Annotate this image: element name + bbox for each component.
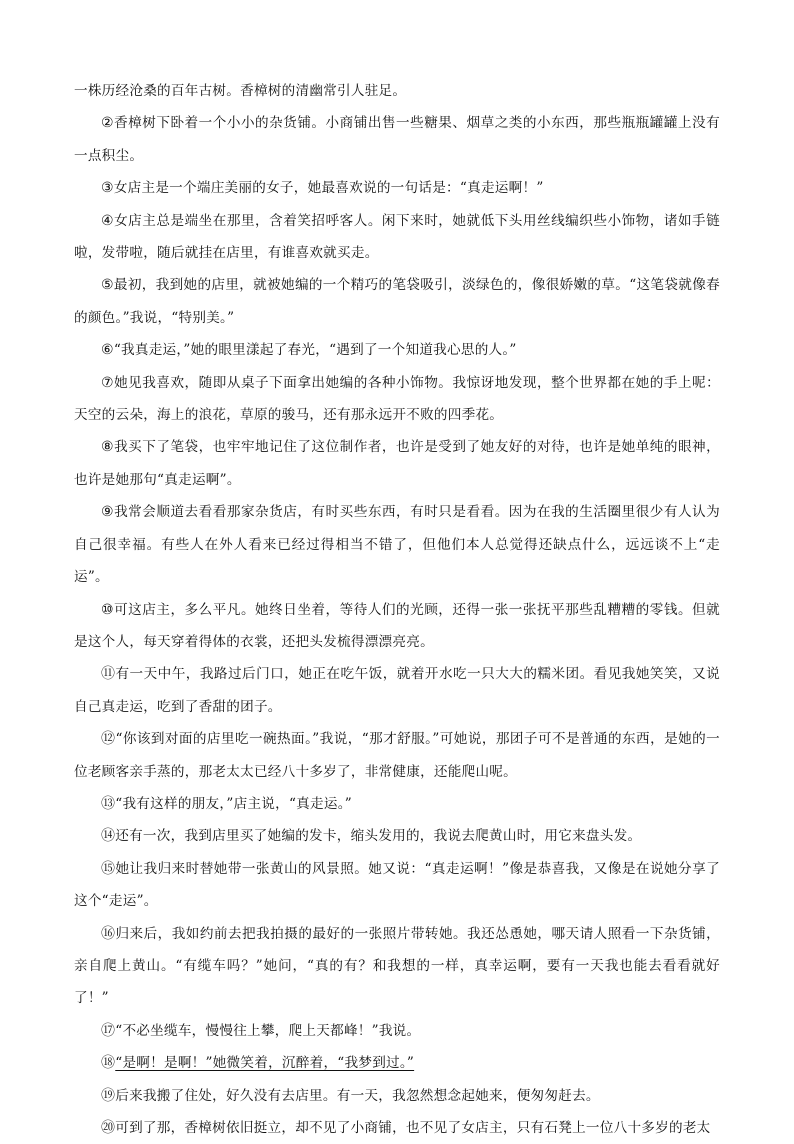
paragraph-number: ⑱	[101, 1055, 116, 1072]
paragraph-text: “不必坐缆车，慢慢往上攀，爬上天都峰！”我说。	[115, 1022, 421, 1039]
paragraph-number: ⑳	[101, 1120, 116, 1136]
paragraph-16	[74, 918, 720, 1015]
paragraph-number: ⑪	[101, 666, 116, 683]
paragraph-text: 她见我喜欢，随即从桌子下面拿出她编的各种小饰物。我惊讶地发现，整个世界都在她的手上呢：天空的云朵，海上的浪花，草原的骏马，还有那永远开不败的四季花。	[74, 374, 720, 424]
paragraph-text: 后来我搬了住处，好久没有去店里。有一天，我忽然想念起她来，便匆匆赶去。	[115, 1087, 600, 1104]
paragraph-text: 女店主是一个端庄美丽的女子，她最喜欢说的一句话是：“真走运啊！”	[113, 180, 544, 197]
paragraph-19	[74, 1080, 720, 1112]
paragraph-text: 最初，我到她的店里，就被她编的一个精巧的笔袋吸引，淡绿色的，像很娇嫩的草。“这笔袋就像春的颜色。”我说，“特别美。”	[74, 277, 720, 326]
paragraph-text: 我常会顺道去看看那家杂货店，有时买些东西，有时只是看看。因为在我的生活圈里很少有人认为自己很幸福。有些人在外人看来已经过得相当不错了，但他们本人总觉得还缺点什么，远远谈不上“走运”。	[74, 504, 720, 586]
paragraph-3	[74, 172, 720, 204]
paragraph-text: 她让我归来时替她带一张黄山的风景照。她又说：“真走运啊！”像是恭喜我，又像是在说她分享了这个“走运”。	[74, 860, 720, 910]
paragraph-number: ⑤	[101, 277, 114, 294]
paragraph-number: ⑫	[101, 731, 116, 748]
paragraph-2	[74, 107, 720, 172]
paragraph-text: 还有一次，我到店里买了她编的发卡，缩头发用的，我说去爬黄山时，用它来盘头发。	[115, 828, 642, 845]
paragraph-number: ⑧	[101, 439, 115, 456]
paragraph-text: 可这店主，多么平凡。她终日坐着，等待人们的光顾，还得一张一张抚平那些乱糟糟的零钱。但就是这个人，每天穿着得体的衣裳，还把头发梳得漂漂亮亮。	[74, 601, 720, 650]
paragraph-text: “你该到对面的店里吃一碗热面。”我说，“那才舒服。”可她说，那团子可不是普通的东西，是她的一位老顾客亲手蒸的，那老太太已经八十多岁了，非常健康，还能爬山呢。	[74, 731, 721, 780]
paragraph-text: 有一天中午，我路过后门口，她正在吃午饭，就着开水吃一只大大的糯米团。看见我她笑笑，又说自己真走运，吃到了香甜的团子。	[74, 666, 721, 715]
paragraph-20	[74, 1112, 720, 1144]
paragraph-10	[74, 594, 720, 659]
paragraph-number: ⑭	[101, 828, 116, 845]
paragraph-14	[74, 820, 720, 852]
article-body	[74, 75, 720, 1144]
paragraph-number: ⑯	[101, 925, 116, 942]
paragraph-4	[74, 205, 720, 270]
paragraph-number: ④	[101, 212, 115, 229]
paragraph-17	[74, 1015, 720, 1047]
paragraph-number: ②	[101, 115, 115, 132]
paragraph-15	[74, 853, 720, 918]
paragraph-number: ⑩	[101, 601, 115, 618]
paragraph-number: ⑬	[101, 795, 116, 812]
paragraph-8	[74, 431, 720, 496]
paragraph-1	[74, 75, 720, 107]
paragraph-text: “我有这样的朋友，”店主说，“真走运。”	[115, 795, 352, 812]
paragraph-text: 香樟树下卧着一个小小的杂货铺。小商铺出售一些糖果、烟草之类的小东西，那些瓶瓶罐罐上没有一点积尘。	[74, 115, 720, 164]
paragraph-11	[74, 658, 720, 723]
paragraph-text: 一株历经沧桑的百年古树。香樟树的清幽常引人驻足。	[74, 83, 407, 99]
paragraph-number: ⑮	[101, 860, 116, 877]
paragraph-text: “是啊！是啊！”她微笑着，沉醉着，“我梦到过。”	[115, 1055, 415, 1072]
paragraph-number: ⑥	[101, 342, 114, 359]
paragraph-13	[74, 788, 720, 820]
paragraph-text: 我买下了笔袋，也牢牢地记住了这位制作者，也许是受到了她友好的对待，也许是她单纯的眼神，也许是她那句“真走运啊”。	[74, 439, 720, 488]
paragraph-12	[74, 723, 720, 788]
paragraph-18-underlined	[74, 1047, 720, 1079]
paragraph-number: ③	[101, 180, 114, 197]
paragraph-5	[74, 269, 720, 334]
paragraph-text: “我真走运，”她的眼里漾起了春光，“遇到了一个知道我心思的人。”	[113, 342, 517, 359]
paragraph-number: ⑨	[101, 504, 115, 521]
paragraph-number: ⑰	[101, 1022, 116, 1039]
paragraph-6	[74, 334, 720, 366]
paragraph-number: ⑲	[101, 1087, 116, 1104]
paragraph-text: 可到了那，香樟树依旧挺立，却不见了小商铺，也不见了女店主，只有石凳上一位八十多岁的老太	[115, 1120, 711, 1136]
paragraph-text: 女店主总是端坐在那里，含着笑招呼客人。闲下来时，她就低下头用丝线编织些小饰物，诸如手链啦，发带啦，随后就挂在店里，有谁喜欢就买走。	[74, 212, 720, 262]
paragraph-number: ⑦	[101, 374, 115, 391]
paragraph-9	[74, 496, 720, 593]
paragraph-7	[74, 367, 720, 432]
paragraph-text: 归来后，我如约前去把我拍摄的最好的一张照片带转她。我还怂恿她，哪天请人照看一下杂货铺，亲自爬上黄山。“有缆车吗？”她问，“真的有？和我想的一样，真幸运啊，要有一天我也能去看看就好了！”	[74, 925, 721, 1007]
